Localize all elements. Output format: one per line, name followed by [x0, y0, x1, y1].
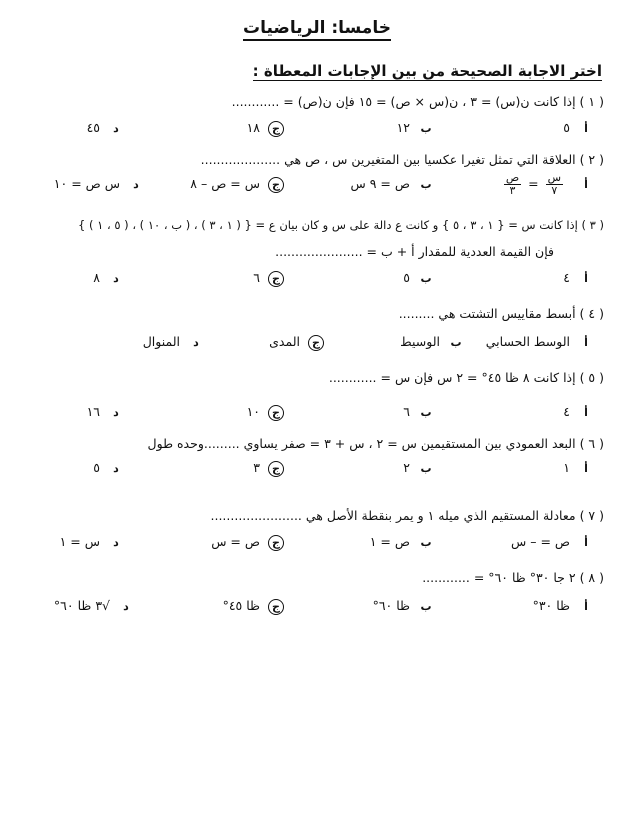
choice-c[interactable]: ج٦	[253, 270, 284, 287]
choice-a[interactable]: أ٥	[563, 120, 588, 135]
question-5-choices	[20, 404, 604, 426]
choice-b[interactable]: بظا ٦٠°	[372, 598, 432, 613]
fraction-2: $\frac{\text{ص}}{٣}$	[505, 171, 520, 197]
choice-b[interactable]: بالوسيط	[400, 334, 462, 349]
question-3-text-1: ( ٣ ) إذا كانت س = { ١ ، ٣ ، ٥ } و كانت ع دالة على س و كان بيان ع = { ( ١ ، ٣ ) ، ( ب ، ١٠ ) ، ( ٥ ، ١ ) }	[77, 218, 604, 232]
choice-d[interactable]: د√٣ ظا ٦٠°	[53, 598, 129, 613]
choice-a[interactable]: أظا ٣٠°	[532, 598, 588, 613]
choice-b[interactable]: بص = ١	[369, 534, 432, 549]
choice-a[interactable]: أص = – س	[510, 534, 588, 549]
choice-d[interactable]: د٤٥	[86, 120, 119, 135]
question-3-choices	[20, 270, 604, 292]
choice-a[interactable]: أ $\frac{\text{س}}{٧}$ = $\frac{\text{ص}}{٣}$	[505, 171, 588, 197]
choice-b[interactable]: ب١٢	[396, 120, 432, 135]
question-2-choices	[20, 171, 604, 197]
choice-d[interactable]: د١٦	[86, 404, 119, 419]
choice-c[interactable]: ج١٨	[247, 120, 284, 137]
choice-d[interactable]: دالمنوال	[142, 334, 199, 349]
choice-c[interactable]: ج١٠	[247, 404, 284, 421]
question-6-choices	[20, 460, 604, 482]
instruction-text: اختر الاجابة الصحيحة من بين الإجابات المعطاة :	[252, 62, 602, 80]
question-1-text: ( ١ ) إذا كانت ن(س) = ٣ ، ن(س × ص) = ١٥ فإن ن(ص) = ............	[231, 94, 604, 109]
question-3-text-2: فإن القيمة العددية للمقدار أ + ب = ......................	[275, 244, 554, 259]
choice-a[interactable]: أالوسط الحسابي	[485, 334, 588, 349]
choice-c[interactable]: جص = س	[211, 534, 284, 551]
question-4-text: ( ٤ ) أبسط مقاييس التشتت هي .........	[398, 306, 604, 321]
choice-c[interactable]: جظا ٤٥°	[223, 598, 284, 615]
question-6-text: ( ٦ ) البعد العمودي بين المستقيمين س = ٢ ، س + ٣ = صفر يساوي .........وحده طول	[147, 436, 604, 451]
choice-d[interactable]: دس = ١	[59, 534, 119, 549]
question-4-choices	[20, 334, 604, 356]
choice-a[interactable]: أ١	[563, 460, 588, 475]
choice-b[interactable]: ب٢	[403, 460, 432, 475]
choice-c[interactable]: جس = ص – ٨	[190, 176, 284, 193]
choice-d[interactable]: د٥	[93, 460, 119, 475]
question-5-text: ( ٥ ) إذا كانت ٨ ظا ٤٥° = ٢ س فإن س = ............	[328, 370, 604, 385]
choice-d[interactable]: د٨	[93, 270, 119, 285]
question-7-choices	[20, 534, 604, 556]
choice-b[interactable]: ب٦	[403, 404, 432, 419]
choice-a[interactable]: أ٤	[563, 404, 588, 419]
choice-b[interactable]: بص = ٩ س	[350, 176, 432, 191]
choice-a[interactable]: أ٤	[563, 270, 588, 285]
choice-c[interactable]: ج٣	[253, 460, 284, 477]
fraction-1: $\frac{\text{س}}{٧}$	[547, 171, 562, 197]
choice-c[interactable]: جالمدى	[269, 334, 324, 351]
choice-d[interactable]: دس ص = ١٠	[53, 176, 139, 191]
question-8-choices	[20, 598, 604, 620]
choice-b[interactable]: ب٥	[403, 270, 432, 285]
question-7-text: ( ٧ ) معادلة المستقيم الذي ميله ١ و يمر بنقطة الأصل هي .......................	[210, 508, 604, 523]
question-2-text: ( ٢ ) العلاقة التي تمثل تغيرا عكسيا بين المتغيرين س ، ص هي ....................	[200, 152, 604, 167]
question-8-text: ( ٨ ) ٢ جا ٣٠° ظا ٦٠° = ............	[422, 570, 604, 585]
question-1-choices	[20, 120, 604, 142]
page-title: خامسا: الرياضيات	[0, 18, 634, 38]
